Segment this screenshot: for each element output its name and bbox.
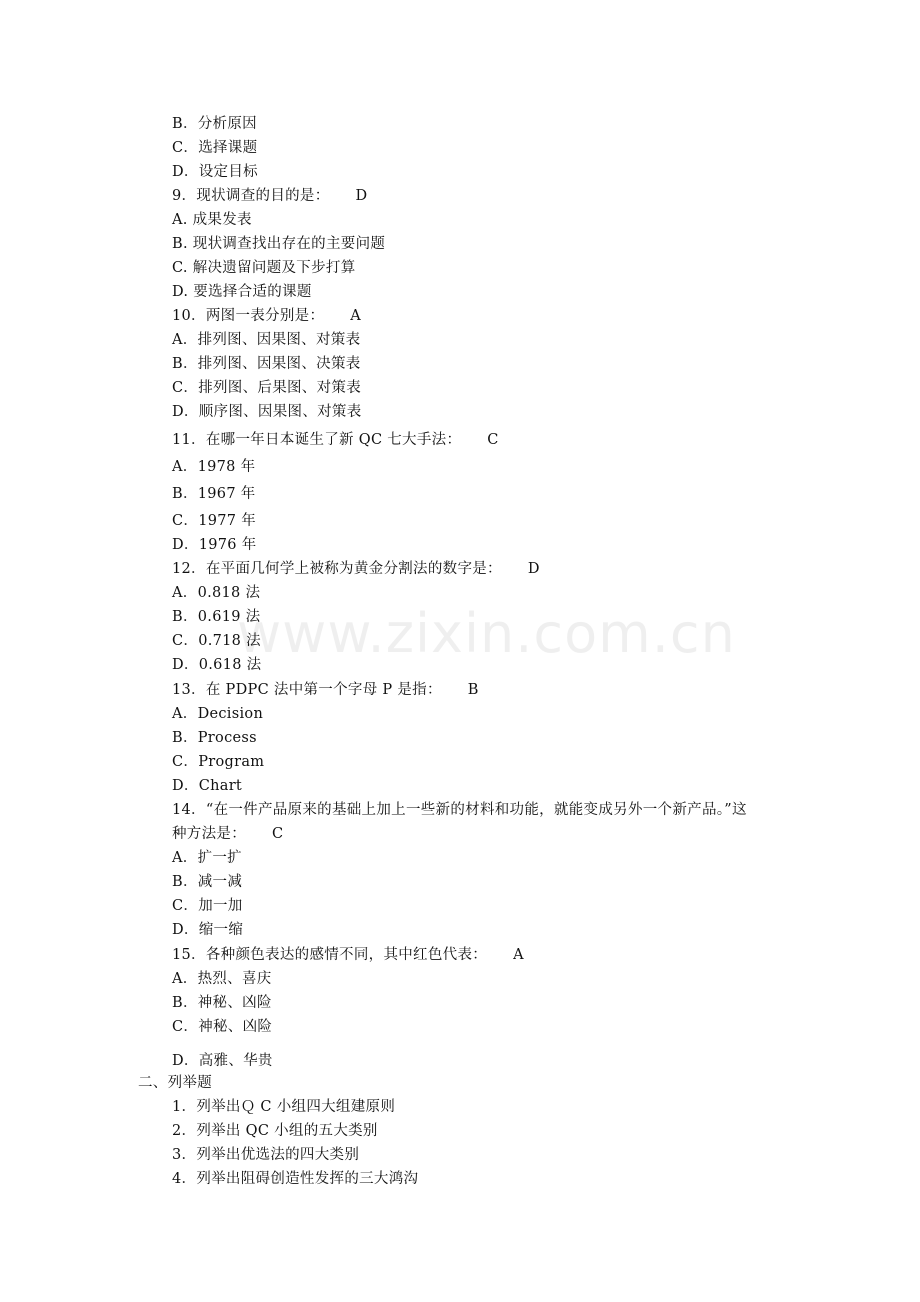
answer: D [527,561,540,577]
question-9 [172,186,367,206]
answer: A [350,308,362,324]
q10-option-a: A．排列图、因果图、对策表 [172,332,361,348]
q13-option-b: B．Process [172,730,257,746]
section-2-item-1: 1．列举出Ｑ C 小组四大组建原则 [172,1099,396,1115]
q9-option-c: C. 解决遗留问题及下步打算 [172,260,356,276]
q9-option-b: B. 现状调查找出存在的主要问题 [172,236,386,252]
question-10 [172,306,361,326]
question-14-line-2 [172,824,283,844]
q15-option-d: D．高雅、华贵 [172,1053,273,1069]
q11-option-b: B．1967 年 [172,486,256,502]
section-2-item-4: 4．列举出阻碍创造性发挥的三大鸿沟 [172,1171,419,1187]
q14-option-c: C．加一加 [172,898,243,914]
answer: C [487,432,499,448]
q15-option-a: A．热烈、喜庆 [172,971,272,987]
q9-option-d: D. 要选择合适的课题 [172,284,312,300]
q9-option-a: A. 成果发表 [172,212,252,228]
answer: B [467,682,479,698]
q15-option-c: C．神秘、凶险 [172,1019,273,1035]
watermark: www.zixin.com.cn [237,602,736,665]
q11-option-a: A．1978 年 [172,459,256,475]
answer: A [513,947,524,963]
option-b-analyze-cause: B．分析原因 [172,116,257,132]
q13-option-a: A．Decision [172,706,264,722]
q11-option-d: D．1976 年 [172,537,257,553]
question-15 [172,945,524,965]
q12-option-d: D．0.618 法 [172,657,262,673]
question-text: 15．各种颜色表达的感情不同，其中红色代表： [172,947,488,963]
answer: C [272,826,284,842]
option-c-select-topic: C．选择课题 [172,140,258,156]
q12-option-c: C．0.718 法 [172,633,261,649]
q13-option-d: D．Chart [172,778,243,794]
q10-option-c: C．排列图、后果图、对策表 [172,380,361,396]
q12-option-a: A．0.818 法 [172,585,261,601]
q13-option-c: C．Program [172,754,265,770]
answer: D [355,188,368,204]
section-2-title: 二、列举题 [138,1075,212,1091]
question-text: 10．两图一表分别是： [172,308,325,324]
question-text: 11．在哪一年日本诞生了新 QC 七大手法： [172,432,462,448]
q10-option-d: D．顺序图、因果图、对策表 [172,404,362,420]
question-text: 13．在 PDPC 法中第一个字母 P 是指： [172,682,442,698]
question-12 [172,559,540,579]
q12-option-b: B．0.619 法 [172,609,261,625]
q11-option-c: C．1977 年 [172,513,257,529]
question-text: 种方法是： [172,826,246,842]
option-d-set-goal: D．设定目标 [172,164,258,180]
question-text: 12．在平面几何学上被称为黄金分割法的数字是： [172,561,502,577]
q14-option-d: D．缩一缩 [172,922,244,938]
question-14-line-1: 14．“在一件产品原来的基础上加上一些新的材料和功能，就能变成另外一个新产品。”这 [172,802,747,818]
q14-option-a: A．扩一扩 [172,850,242,866]
question-11 [172,430,499,450]
q14-option-b: B．减一减 [172,874,243,890]
section-2-item-3: 3．列举出优选法的四大类别 [172,1147,360,1163]
question-13 [172,680,479,700]
section-2-item-2: 2．列举出 QC 小组的五大类别 [172,1123,378,1139]
q15-option-b: B．神秘、凶险 [172,995,272,1011]
q10-option-b: B．排列图、因果图、决策表 [172,356,361,372]
question-text: 9．现状调查的目的是： [172,188,330,204]
